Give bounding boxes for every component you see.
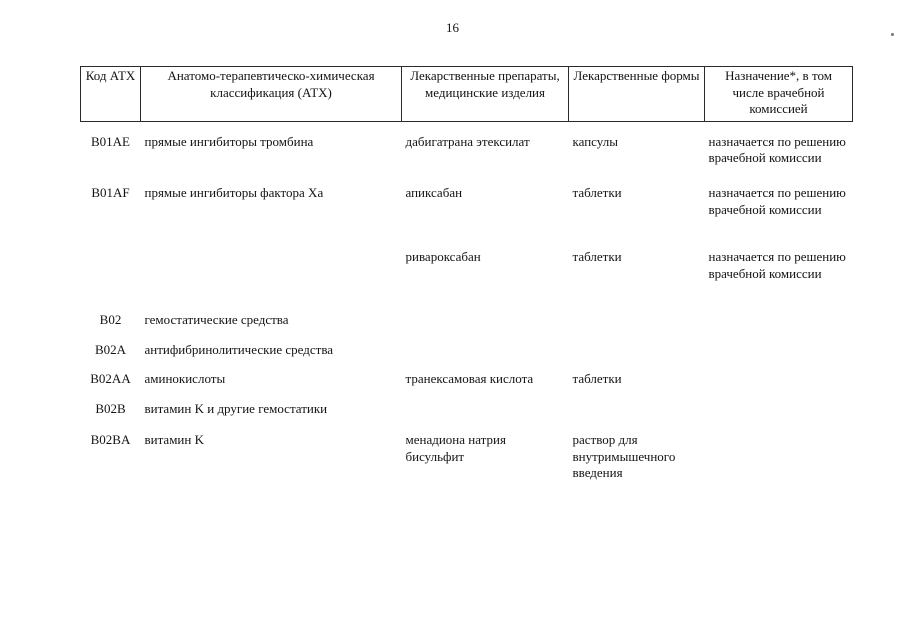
drug-cell	[402, 312, 569, 342]
table-header-row	[81, 67, 853, 122]
header-atx-code: Код АТХ	[81, 67, 141, 122]
header-atx-classification: Анатомо-терапевтическо-химическая классификация (АТХ)	[141, 67, 402, 122]
form-cell: таблетки	[572, 185, 622, 200]
drug-cell: транексамовая кислота	[405, 371, 534, 386]
classification-cell: гемостатические средства	[144, 312, 289, 327]
form-cell	[569, 342, 705, 371]
form-cell: таблетки	[572, 249, 622, 264]
scan-speck	[891, 33, 894, 36]
table-row	[81, 432, 853, 484]
classification-cell: прямые ингибиторы тромбина	[144, 133, 314, 149]
header-prescription-note: Назначение*, в том числе врачебной комиссией	[705, 67, 853, 122]
note-cell	[705, 371, 853, 401]
drug-cell: дабигатрана этексилат	[405, 133, 530, 149]
table-row	[81, 249, 853, 312]
table-row	[81, 185, 853, 249]
table-row	[81, 401, 853, 432]
form-cell	[569, 401, 705, 432]
page-number: 16	[446, 20, 459, 35]
note-cell: назначается по решению врачебной комиссии	[708, 133, 846, 165]
table-row	[81, 342, 853, 371]
atx-drug-table	[80, 66, 853, 484]
classification-cell: антифибринолитические средства	[144, 342, 334, 357]
classification-cell: витамин K и другие гемостатики	[144, 401, 328, 416]
form-cell	[569, 312, 705, 342]
classification-cell	[141, 249, 402, 312]
note-cell: назначается по решению врачебной комиссии	[708, 249, 846, 281]
table-row	[81, 121, 853, 185]
drug-cell: менадиона натрия бисульфит	[405, 432, 506, 464]
classification-cell: прямые ингибиторы фактора Xa	[144, 185, 324, 200]
note-cell	[705, 432, 853, 484]
drug-cell	[402, 401, 569, 432]
header-dosage-forms: Лекарственные формы	[569, 67, 705, 122]
classification-cell: аминокислоты	[144, 371, 226, 386]
table-row	[81, 371, 853, 401]
table-row	[81, 312, 853, 342]
atx-code-cell: B02	[99, 312, 122, 327]
drug-cell: ривароксабан	[405, 249, 481, 264]
note-cell: назначается по решению врачебной комиссии	[708, 185, 846, 217]
drug-cell	[402, 342, 569, 371]
classification-cell: витамин K	[144, 432, 204, 447]
form-cell: таблетки	[572, 371, 622, 386]
form-cell: раствор для внутримышечного введения	[572, 432, 676, 480]
note-cell	[705, 342, 853, 371]
atx-code-cell: B02A	[94, 342, 127, 357]
atx-code-cell: B01AE	[91, 133, 130, 149]
atx-code-cell	[81, 249, 141, 312]
atx-code-cell: B02BA	[90, 432, 131, 447]
note-cell	[705, 401, 853, 432]
header-drugs: Лекарственные препараты, медицинские изделия	[402, 67, 569, 122]
atx-code-cell: B02B	[95, 401, 126, 416]
form-cell: капсулы	[572, 133, 618, 149]
atx-code-cell: B02AA	[90, 371, 131, 386]
atx-code-cell: B01AF	[91, 185, 130, 200]
note-cell	[705, 312, 853, 342]
drug-cell: апиксабан	[405, 185, 463, 200]
